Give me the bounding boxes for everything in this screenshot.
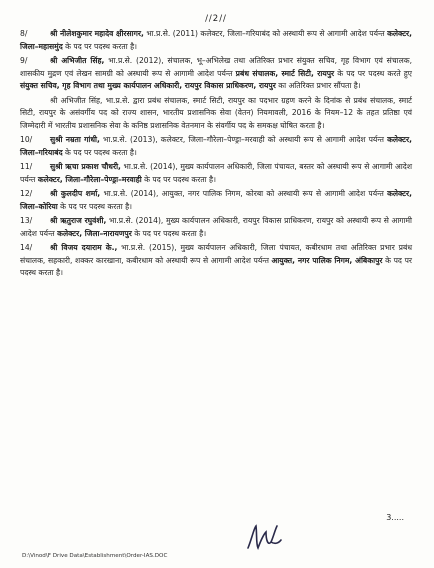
item-number: 12/ <box>20 189 33 198</box>
body-text: भा.प्र.से. (2013), कलेक्टर, जिला–गौरेला–पेण्ड्रा–मरवाही को अस्थायी रूप से आगामी आदेश पर्यन्त <box>99 135 388 144</box>
body-text: के पद पर पदस्थ करता है। <box>57 201 132 211</box>
bold-text: कलेक्टर, जिला–कोरिया <box>20 189 412 211</box>
body-text: के पद पर पदस्थ करता है। <box>131 228 207 238</box>
body-text: के पद पर पदस्थ करता है। <box>62 41 137 51</box>
item-number: 9/ <box>20 56 28 65</box>
body-text: भा.प्र.से. (2014), मुख्य कार्यपालन अधिकारी, जिला पंचायत, बस्तर को अस्थायी रूप से आगामी आदेश पर्यन्त <box>20 162 412 184</box>
bold-text: कलेक्टर, जिला–गरियाबंद <box>20 135 412 157</box>
bold-text: कलेक्टर, जिला–महासमुंद <box>20 29 413 51</box>
bold-text: आयुक्त, नगर पालिक निगम, अंबिकापुर <box>271 255 383 265</box>
order-item <box>20 28 412 53</box>
order-item <box>20 134 412 159</box>
body-text: भा.प्र.से. (2011) कलेक्टर, जिला–गरियाबंद को अस्थायी रूप से आगामी आदेश पर्यन्त <box>143 29 388 38</box>
body-text: के पद पर पदस्थ करता है। <box>141 174 216 184</box>
order-item <box>20 242 412 280</box>
body-text: श्री अभिजीत सिंह, भा.प्र.से. द्वारा प्रबंध संचालक, स्मार्ट सिटी, रायपुर का पदभार ग्रहण करने के दिनांक से प्रबंध संचालक, स्मार्ट सिटी, रायपुर के असंवर्गीय पद को राज्य शासन, भारतीय प्रशासनिक सेवा (वेतन) नियमावली, 2016 के नियम–12 के तहत प्रतिष्ठा एवं जिम्मेदारी में भारतीय प्रशासनिक सेवा के कनिष्ठ प्रशासनिक वेतनमान के संवर्गीय पद के समकक्ष घोषित करता है। <box>20 95 412 130</box>
file-path-footer: D:\Vinod\F Drive Data\Establishment\Order-IAS.DOC <box>22 553 168 559</box>
item-number: 13/ <box>20 216 33 225</box>
bold-text: श्री ऋतुराज रघुवंशी, <box>50 216 107 225</box>
bold-text: सुश्री ऋचा प्रकाश चौधरी, <box>50 162 121 171</box>
body-text: के पद पर पदस्थ करता है। <box>20 255 413 277</box>
bold-text: संयुक्त सचिव, गृह विभाग तथा मुख्य कार्यपालन अधिकारी, रायपुर विकास प्राधिकरण, रायपुर <box>20 81 276 90</box>
bold-text: श्री कुलदीप शर्मा, <box>50 189 101 198</box>
order-item <box>20 55 412 93</box>
item-number: 8/ <box>20 29 28 38</box>
signature-icon <box>244 520 284 554</box>
order-items <box>20 28 412 280</box>
bold-text: सुश्री नम्रता गांधी, <box>50 135 100 144</box>
order-item <box>20 161 412 186</box>
order-paragraph <box>20 95 412 133</box>
body-text: भा.प्र.से. (2014), आयुक्त, नगर पालिक निगम, कोरबा को अस्थायी रूप से आगामी आदेश पर्यन्त <box>100 189 388 198</box>
item-number: 11/ <box>20 162 33 171</box>
body-text: भा.प्र.से. (2014), मुख्य कार्यपालन अधिकारी, रायपुर विकास प्राधिकरण, रायपुर को अस्थायी रूप से आगामी आदेश पर्यन्त <box>20 216 413 238</box>
bold-text: प्रबंध संचालक, स्मार्ट सिटी, रायपुर <box>235 68 335 78</box>
order-item <box>20 215 412 240</box>
bold-text: कलेक्टर, जिला–गौरेला–पेण्ड्रा–मरवाही <box>37 174 142 184</box>
bold-text: कलेक्टर, जिला–नारायणपुर <box>57 228 132 238</box>
next-page-indicator: 3..... <box>386 513 404 522</box>
item-number: 10/ <box>20 135 33 144</box>
body-text: भा.प्र.से. (2012), संचालक, भू–अभिलेख तथा अतिरिक्त प्रभार संयुक्त सचिव, गृह विभाग एवं संचालक, शासकीय मुद्रण एवं लेखन सामग्री को अस्थायी रूप से आगामी आदेश पर्यन्त <box>20 56 413 78</box>
body-text: का अतिरिक्त प्रभार सौंपता है। <box>275 81 361 90</box>
bold-text: श्री विजय दयाराम के., <box>50 243 118 252</box>
body-text: के पद पर पदस्थ करते हुए <box>334 68 412 78</box>
body-text: के पद पर पदस्थ करता है। <box>62 147 137 157</box>
page-header: //2// <box>205 14 227 24</box>
bold-text: श्री नीलेशकुमार महादेव क्षीरसागर, <box>50 29 144 38</box>
body-text: भा.प्र.से. (2015), मुख्य कार्यपालन अधिकारी, जिला पंचायत, कबीरधाम तथा अतिरिक्त प्रभार प्रबंध संचालक, सहकारी, शक्कर कारखाना, कबीरधाम को अस्थायी रूप से आगामी आदेश पर्यन्त <box>20 243 413 265</box>
item-number: 14/ <box>20 243 33 252</box>
bold-text: श्री अभिजीत सिंह, <box>50 56 105 65</box>
order-item <box>20 188 412 213</box>
